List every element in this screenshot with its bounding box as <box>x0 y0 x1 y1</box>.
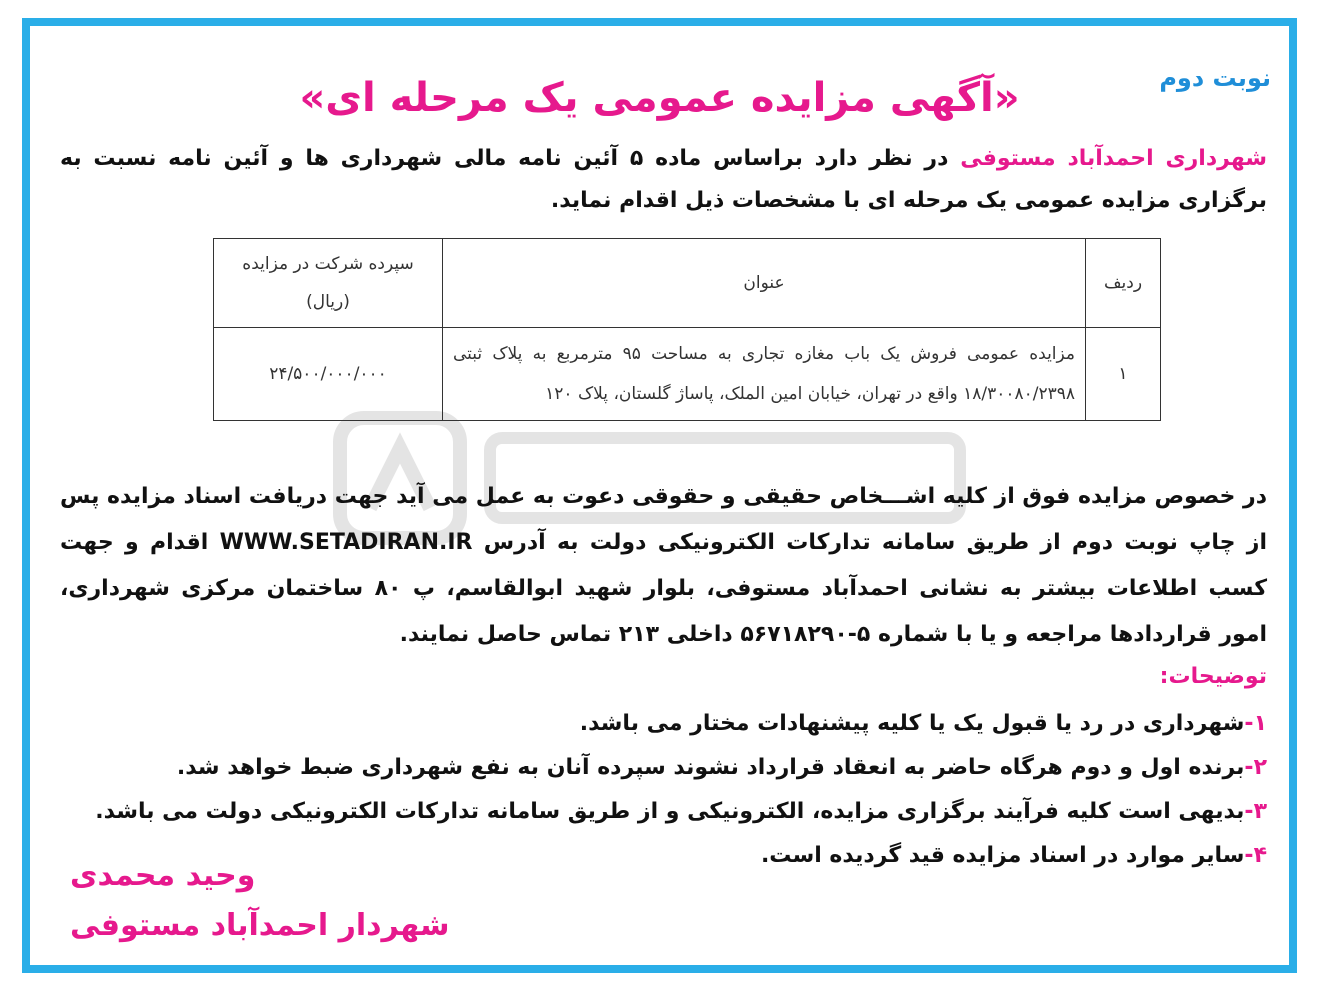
municipality-name: شهرداری احمدآباد مستوفی <box>960 146 1267 171</box>
list-item <box>60 746 1267 790</box>
table-row <box>214 328 1161 421</box>
signatory-title: شهردار احمدآباد مستوفی <box>70 908 450 943</box>
notes-list <box>60 702 1267 878</box>
header-row-number: ردیف <box>1086 239 1161 328</box>
note-text: سایر موارد در اسناد مزایده قید گردیده است. <box>760 843 1245 868</box>
signatory-name: وحید محمدی <box>70 858 256 893</box>
row-title: مزایده عمومی فروش یک باب مغازه تجاری به مساحت ۹۵ مترمربع به پلاک ثبتی ۱۸/۳۰۰۸۰/۲۳۹۸ واقع در تهران، خیابان امین الملک، پاساژ گلستان، پلاک ۱۲۰ <box>443 328 1086 421</box>
auction-items-table <box>213 238 1161 421</box>
note-number: ۱- <box>1244 711 1267 736</box>
notice-content <box>30 26 1289 965</box>
note-text: بدیهی است کلیه فرآیند برگزاری مزایده، الکترونیکی و از طریق سامانه تدارکات الکترونیکی دولت می باشد. <box>95 799 1245 824</box>
header-deposit: سپرده شرکت در مزایده (ریال) <box>214 239 443 328</box>
note-text: شهرداری در رد یا قبول یک یا کلیه پیشنهادات مختار می باشد. <box>579 711 1245 736</box>
note-number: ۳- <box>1244 799 1267 824</box>
list-item <box>60 702 1267 746</box>
table-header-row <box>214 239 1161 328</box>
note-number: ۴- <box>1244 843 1267 868</box>
instructions-paragraph: در خصوص مزایده فوق از کلیه اشـــخاص حقیقی و حقوقی دعوت به عمل می آید جهت دریافت اسناد مزایده پس از چاپ نوبت دوم از طریق سامانه تدارکات الکترونیکی دولت به آدرس WWW.SETADIRAN.IR اقدام و جهت کسب اطلاعات بیشتر به نشانی احمدآباد مستوفی، بلوار شهید ابوالقاسم، پ ۸۰ ساختمان مرکزی شهرداری، امور قراردادها مراجعه و یا با شماره ۵-۵۶۷۱۸۲۹۰ داخلی ۲۱۳ تماس حاصل نمایند. <box>60 484 1268 647</box>
intro-paragraph <box>60 138 1267 222</box>
note-text: برنده اول و دوم هرگاه حاضر به انعقاد قرارداد نشوند سپرده آنان به نفع شهرداری ضبط خواهد شد. <box>176 755 1245 780</box>
intro-text: در نظر دارد براساس ماده ۵ آئین نامه مالی شهرداری ها و آئین نامه نسبت به برگزاری مزایده عمومی یک مرحله ای با مشخصات ذیل اقدام نماید. <box>60 146 1267 213</box>
note-number: ۲- <box>1244 755 1267 780</box>
row-number: ۱ <box>1086 328 1161 421</box>
publication-round-badge: نوبت دوم <box>1159 64 1271 92</box>
list-item <box>60 790 1267 834</box>
notice-frame <box>22 18 1297 973</box>
header-title: عنوان <box>443 239 1086 328</box>
notes-heading: توضیحات: <box>1159 664 1267 689</box>
page-title: «آگهی مزایده عمومی یک مرحله ای» <box>299 75 1020 121</box>
row-deposit: ۲۴/۵۰۰/۰۰۰/۰۰۰ <box>214 328 443 421</box>
